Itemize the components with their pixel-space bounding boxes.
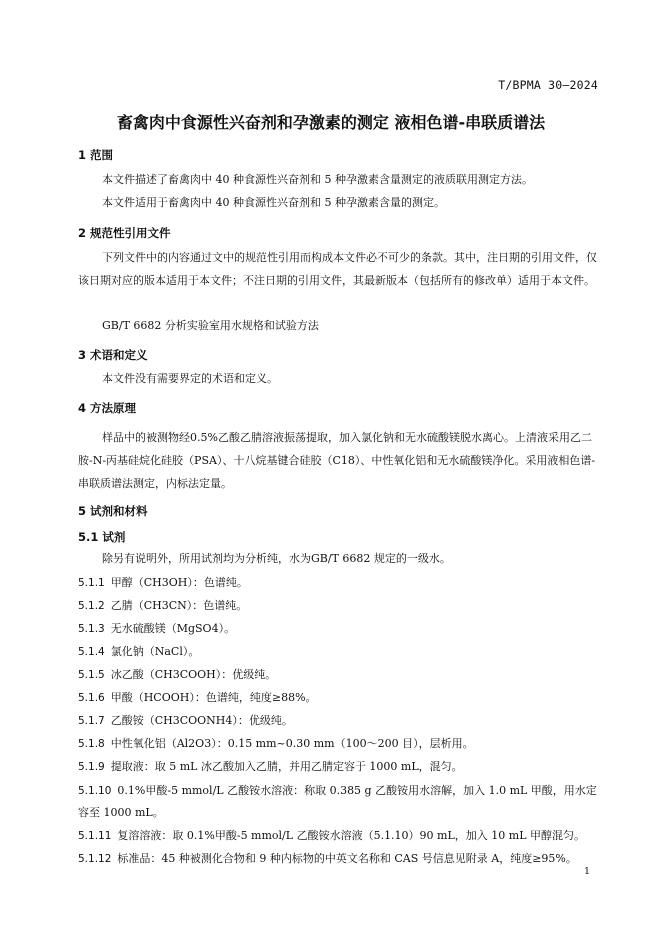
section-3-heading: 3 术语和定义 — [78, 348, 148, 362]
section-2-paragraph-1: 下列文件中的内容通过文中的规范性引用而构成本文件必不可少的条款。其中，注日期的引用文件，仅该日期对应的版本适用于本文件；不注日期的引用文件，其最新版本（包括所有的修改单）适用于本文件。 — [78, 251, 597, 287]
standard-number: T/BPMA 30—2024 — [498, 78, 598, 92]
section-4-heading: 4 方法原理 — [78, 401, 137, 415]
reagent-item: 5.1.6 甲酸（HCOOH）：色谱纯，纯度≥88%。 — [78, 691, 317, 704]
document-title: 畜禽肉中食源性兴奋剂和孕激素的测定 液相色谱-串联质谱法 — [116, 113, 546, 132]
reagent-item: 5.1.12 标准品：45 种被测化合物和 9 种内标物的中英文名称和 CAS 号信息见附录 A，纯度≥95%。 — [78, 852, 577, 865]
section-5-1-intro: 除另有说明外，所用试剂均为分析纯，水为GB/T 6682 规定的一级水。 — [102, 552, 451, 565]
reagent-item: 5.1.10 0.1%甲酸-5 mmol/L 乙酸铵水溶液：称取 0.385 g 乙酸铵用水溶解，加入 1.0 mL 甲酸，用水定容至 1000 mL。 — [78, 784, 597, 819]
section-2-heading: 2 规范性引用文件 — [78, 226, 171, 240]
reagent-item: 5.1.4 氯化钠（NaCl）。 — [78, 645, 200, 658]
section-3-paragraph-1: 本文件没有需要界定的术语和定义。 — [102, 372, 278, 385]
section-1-heading: 1 范围 — [78, 148, 114, 162]
reagent-item: 5.1.7 乙酸铵（CH3COONH4）：优级纯。 — [78, 714, 293, 727]
page-number: 1 — [583, 866, 590, 877]
reagent-item: 5.1.11 复溶溶液：取 0.1%甲酸-5 mmol/L 乙酸铵水溶液（5.1.10）90 mL，加入 10 mL 甲醇混匀。 — [78, 829, 586, 842]
reagent-item: 5.1.9 提取液：取 5 mL 冰乙酸加入乙腈，并用乙腈定容于 1000 mL，混匀。 — [78, 760, 463, 773]
reagent-item: 5.1.3 无水硫酸镁（MgSO4）。 — [78, 622, 236, 635]
reagent-item: 5.1.5 冰乙酸（CH3COOH）：优级纯。 — [78, 668, 277, 681]
section-4-paragraph-1: 样品中的被测物经0.5%乙酸乙腈溶液振荡提取，加入氯化钠和无水硫酸镁脱水离心。上清液采用乙二胺-N-丙基硅烷化硅胶（PSA）、十八烷基键合硅胶（C18）、中性氧化铝和无水硫酸镁净化。采用液相色谱-串联质谱法测定，内标法定量。 — [78, 431, 596, 490]
reagent-item: 5.1.1 甲醇（CH3OH）：色谱纯。 — [78, 576, 248, 589]
section-5-1-heading: 5.1 试剂 — [78, 530, 126, 544]
section-1-paragraph-1: 本文件描述了畜禽肉中 40 种食源性兴奋剂和 5 种孕激素含量测定的液质联用测定方法。 — [102, 173, 533, 186]
section-2-reference: GB/T 6682 分析实验室用水规格和试验方法 — [102, 319, 319, 332]
section-5-heading: 5 试剂和材料 — [78, 504, 148, 518]
reagent-item: 5.1.2 乙腈（CH3CN）：色谱纯。 — [78, 599, 248, 612]
reagent-item: 5.1.8 中性氧化铝（Al2O3）：0.15 mm~0.30 mm（100～200 目），层析用。 — [78, 737, 474, 750]
section-1-paragraph-2: 本文件适用于畜禽肉中 40 种食源性兴奋剂和 5 种孕激素含量的测定。 — [102, 196, 445, 209]
